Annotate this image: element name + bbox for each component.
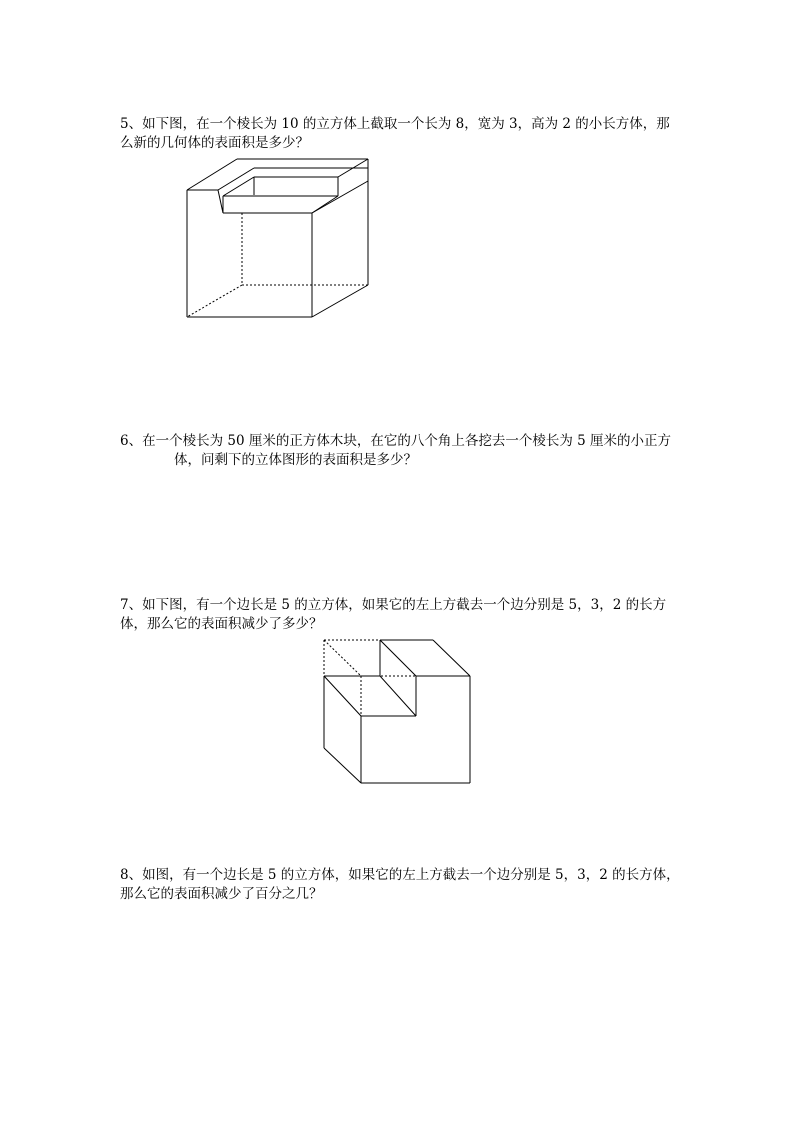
question-6-line-2: 体，问剩下的立体图形的表面积是多少？: [174, 452, 417, 468]
question-8-line-1: 8、如图，有一个边长是 5 的立方体，如果它的左上方截去一个边分别是 5，3，2 的长方体，: [120, 867, 680, 883]
question-5-line-1: 5、如下图，在一个棱长为 10 的立方体上截取一个长为 8，宽为 3，高为 2 的小长方体，那: [120, 116, 670, 132]
question-5-line-2: 么新的几何体的表面积是多少？: [120, 135, 309, 151]
question-6-line-1: 6、在一个棱长为 50 厘米的正方体木块，在它的八个角上各挖去一个棱长为 5 厘米的小正方: [120, 433, 672, 449]
question-7-line-2: 体，那么它的表面积减少了多少？: [120, 616, 323, 632]
figure-cube-with-corner-cut: [318, 636, 478, 791]
figure-cube-with-top-notch: [180, 155, 380, 325]
question-7-line-1: 7、如下图，有一个边长是 5 的立方体，如果它的左上方截去一个边分别是 5，3，2 的长方: [120, 597, 667, 613]
question-6: [120, 432, 671, 470]
question-5: [120, 115, 670, 153]
question-8-line-2: 那么它的表面积减少了百分之几？: [120, 886, 323, 902]
question-8: [120, 866, 680, 904]
question-7: [120, 596, 666, 634]
